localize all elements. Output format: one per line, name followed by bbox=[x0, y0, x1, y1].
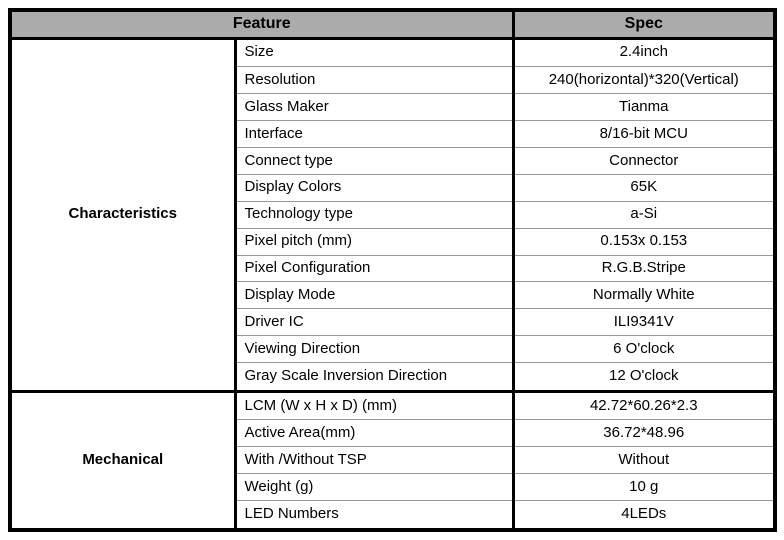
feature-cell: Connect type bbox=[235, 147, 513, 174]
spec-cell: 65K bbox=[513, 174, 775, 201]
spec-cell: 0.153x 0.153 bbox=[513, 228, 775, 255]
feature-cell: Viewing Direction bbox=[235, 336, 513, 363]
spec-cell: R.G.B.Stripe bbox=[513, 255, 775, 282]
spec-cell: 240(horizontal)*320(Vertical) bbox=[513, 66, 775, 93]
spec-cell: Connector bbox=[513, 147, 775, 174]
header-feature: Feature bbox=[10, 10, 513, 38]
feature-cell: Technology type bbox=[235, 201, 513, 228]
spec-cell: Without bbox=[513, 447, 775, 474]
spec-cell: 42.72*60.26*2.3 bbox=[513, 391, 775, 419]
feature-cell: Glass Maker bbox=[235, 93, 513, 120]
spec-cell: 10 g bbox=[513, 474, 775, 501]
spec-cell: a-Si bbox=[513, 201, 775, 228]
feature-cell: Driver IC bbox=[235, 309, 513, 336]
feature-cell: LCM (W x H x D) (mm) bbox=[235, 391, 513, 419]
table-row bbox=[10, 38, 775, 66]
section-label-characteristics: Characteristics bbox=[10, 38, 235, 391]
header-spec: Spec bbox=[513, 10, 775, 38]
spec-cell: 8/16-bit MCU bbox=[513, 120, 775, 147]
spec-cell: 12 O'clock bbox=[513, 363, 775, 391]
feature-cell: Pixel Configuration bbox=[235, 255, 513, 282]
feature-cell: Resolution bbox=[235, 66, 513, 93]
table-header-row bbox=[10, 10, 775, 38]
feature-cell: Interface bbox=[235, 120, 513, 147]
feature-cell: LED Numbers bbox=[235, 501, 513, 530]
feature-cell: Pixel pitch (mm) bbox=[235, 228, 513, 255]
section-label-mechanical: Mechanical bbox=[10, 391, 235, 530]
table-row bbox=[10, 391, 775, 419]
feature-cell: With /Without TSP bbox=[235, 447, 513, 474]
spec-cell: ILI9341V bbox=[513, 309, 775, 336]
spec-cell: Normally White bbox=[513, 282, 775, 309]
feature-cell: Active Area(mm) bbox=[235, 420, 513, 447]
spec-cell: 4LEDs bbox=[513, 501, 775, 530]
feature-cell: Gray Scale Inversion Direction bbox=[235, 363, 513, 391]
feature-cell: Size bbox=[235, 38, 513, 66]
feature-cell: Display Mode bbox=[235, 282, 513, 309]
feature-cell: Display Colors bbox=[235, 174, 513, 201]
spec-table bbox=[8, 8, 777, 532]
spec-cell: 6 O'clock bbox=[513, 336, 775, 363]
spec-cell: 2.4inch bbox=[513, 38, 775, 66]
feature-cell: Weight (g) bbox=[235, 474, 513, 501]
spec-cell: 36.72*48.96 bbox=[513, 420, 775, 447]
spec-cell: Tianma bbox=[513, 93, 775, 120]
